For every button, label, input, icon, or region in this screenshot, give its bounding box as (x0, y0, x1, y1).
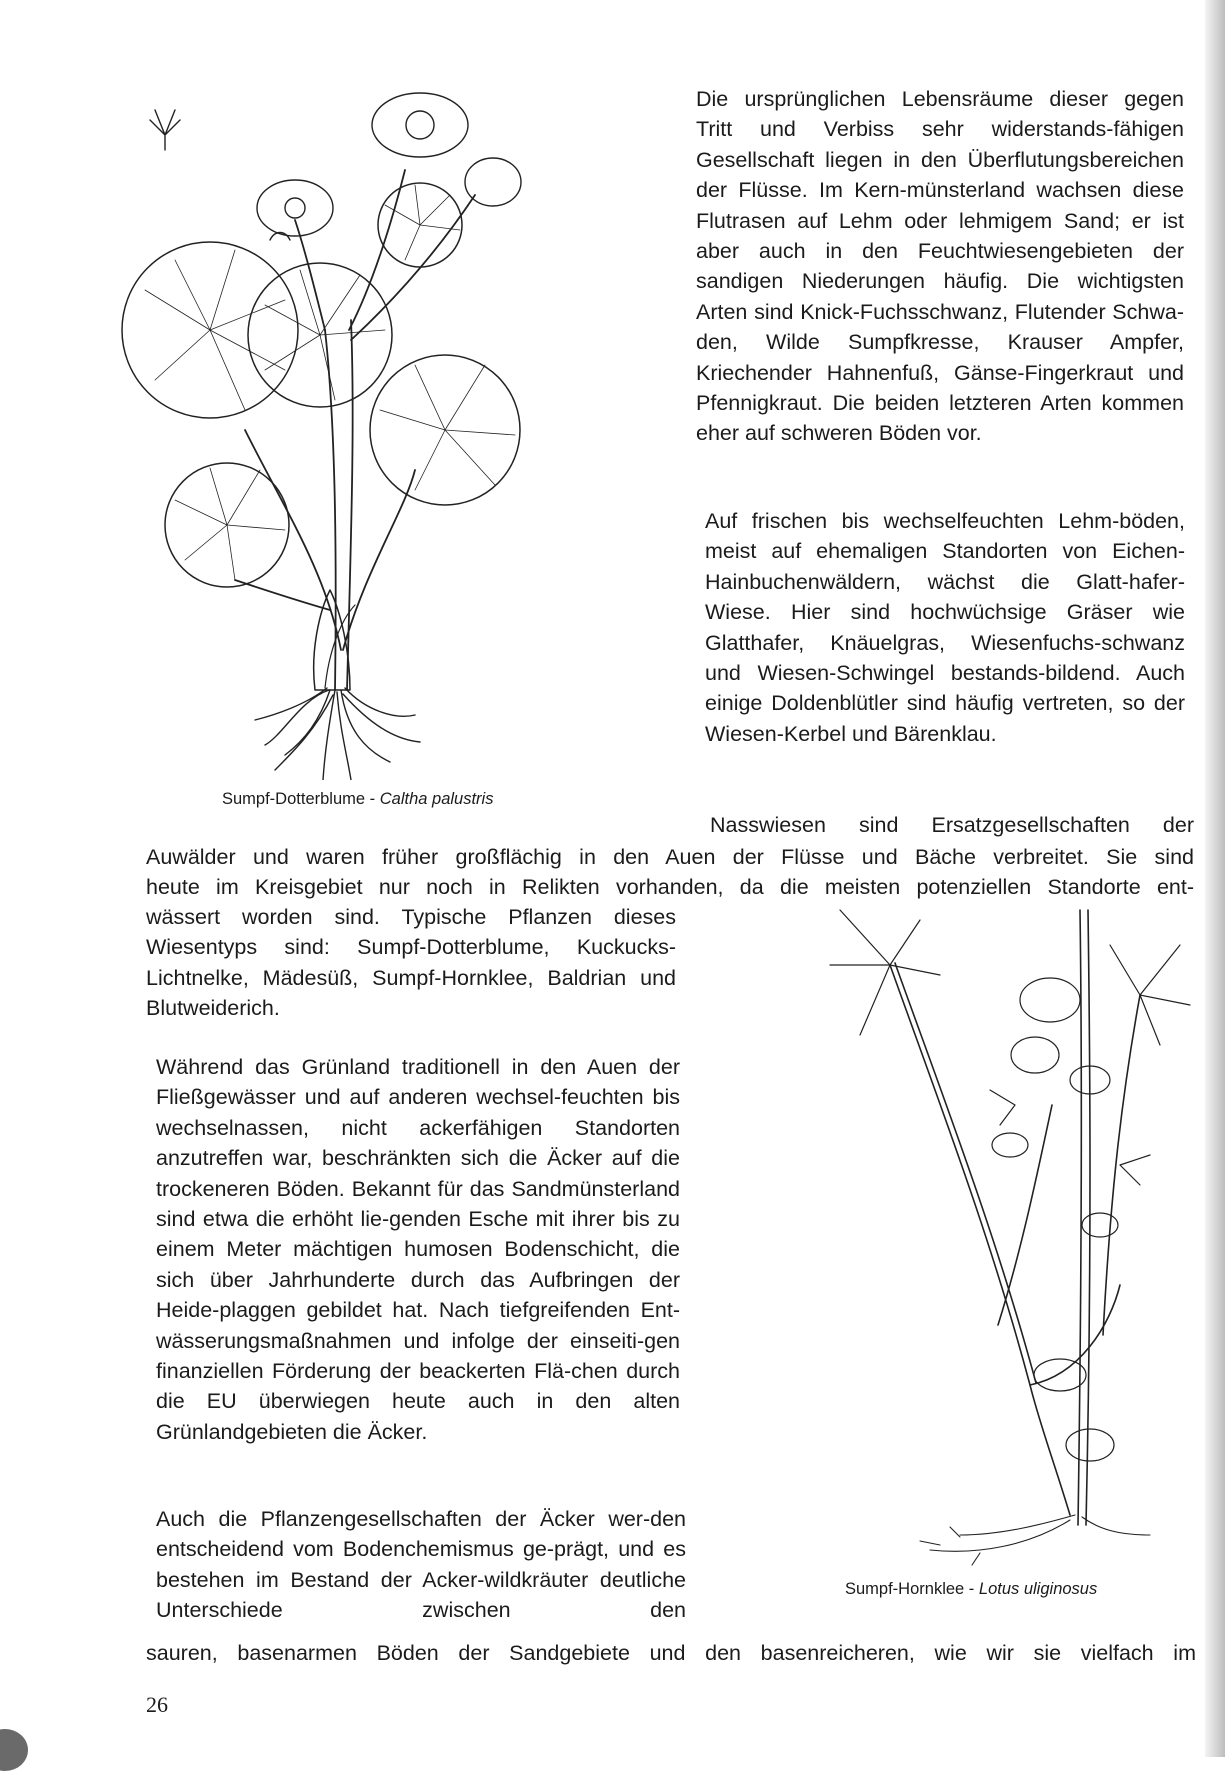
caption-separator: - (365, 790, 380, 808)
caption-latin-name: Caltha palustris (379, 790, 494, 808)
paragraph-flutrasen: Die ursprünglichen Lebensräume dieser gegen Tritt und Verbiss sehr widerstands-fähigen Gesellschaft liegen in den Überflutungsbereichen der Flüsse. Im Kern-münsterland wachsen diese Flutrasen auf Lehm oder lehmigem Sand; er ist aber auch in den Feuchtwiesengebieten der sandigen Niederungen häufig. Die wichtigsten Arten sind Knick-Fuchsschwanz, Flutender Schwa-den, Wilde Sumpfkresse, Krauser Ampfer, Kriechender Hahnenfuß, Gänse-Fingerkraut und Pfennigkraut. Die beiden letzteren Arten kommen eher auf schweren Böden vor. (696, 87, 1184, 446)
caption-separator: - (964, 1580, 979, 1598)
paragraph-nasswiesen-line-1: Nasswiesen sind Ersatzgesellschaften der (710, 813, 1194, 837)
figure-caption-caltha (222, 790, 493, 809)
caltha-palustris-illustration (115, 90, 595, 780)
caption-latin-name: Lotus uliginosus (978, 1580, 1098, 1598)
paragraph-nasswiesen-line-2: Auwälder und waren früher großflächig in den Auen der Flüsse und Bäche verbreitet. Sie sind (146, 845, 1194, 869)
paragraph-nasswiesen-rest: wässert worden sind. Typische Pflanzen dieses Wiesentyps sind: Sumpf-Dotterblume, Kuckucks-Lichtnelke, Mädesüß, Sumpf-Hornklee, Baldrian und Blutweiderich. (146, 905, 676, 1021)
paragraph-glatthafer-wiese: Auf frischen bis wechselfeuchten Lehm-böden, meist auf ehemaligen Standorten von Eichen-Hainbuchenwäldern, wächst die Glatt-hafer-Wiese. Hier sind hochwüchsige Gräser wie Glatthafer, Knäuelgras, Wiesenfuchs-schwanz und Wiesen-Schwingel bestands-bildend. Auch einige Doldenblütler sind häufig vertreten, so der Wiesen-Kerbel und Bärenklau. (705, 509, 1185, 746)
paragraph-gruenland-aecker: Während das Grünland traditionell in den Auen der Fließgewässer und auf anderen wechsel-feuchten bis wechselnassen, nicht ackerfähigen Standorten anzutreffen war, beschränkten sich die Äcker auf die trockeneren Böden. Bekannt für das Sandmünsterland sind etwa die erhöht lie-genden Esche mit ihrer bis zu einem Meter mächtigen humosen Bodenschicht, die sich über Jahrhunderte durch das Aufbringen der Heide-plaggen gebildet hat. Nach tiefgreifenden Ent-wässerungsmaßnahmen und infolge der einseiti-gen finanziellen Förderung der beackerten Flä-chen durch die EU überwiegen heute auch in den alten Grünlandgebieten die Äcker. (156, 1055, 680, 1444)
lotus-uliginosus-illustration (820, 905, 1210, 1575)
caption-common-name: Sumpf-Dotterblume (222, 790, 366, 808)
page-number: 26 (146, 1692, 168, 1717)
figure-caption-lotus (845, 1580, 1097, 1599)
corner-smudge (0, 1729, 28, 1771)
caption-common-name: Sumpf-Hornklee (845, 1580, 965, 1598)
page-edge-shadow (1205, 0, 1225, 1757)
paragraph-nasswiesen-line-3: heute im Kreisgebiet nur noch in Relikten vorhanden, da die meisten potenziellen Standorte ent- (146, 875, 1194, 899)
paragraph-ackergesellschaften-last-line: sauren, basenarmen Böden der Sandgebiete und den basenreicheren, wie wir sie vielfach im (146, 1641, 1196, 1665)
paragraph-ackergesellschaften: Auch die Pflanzengesellschaften der Äcker wer-den entscheidend vom Bodenchemismus ge-prägt, und es bestehen im Bestand der Acker-wildkräuter deutliche Unterschiede zwischen den (156, 1507, 686, 1623)
